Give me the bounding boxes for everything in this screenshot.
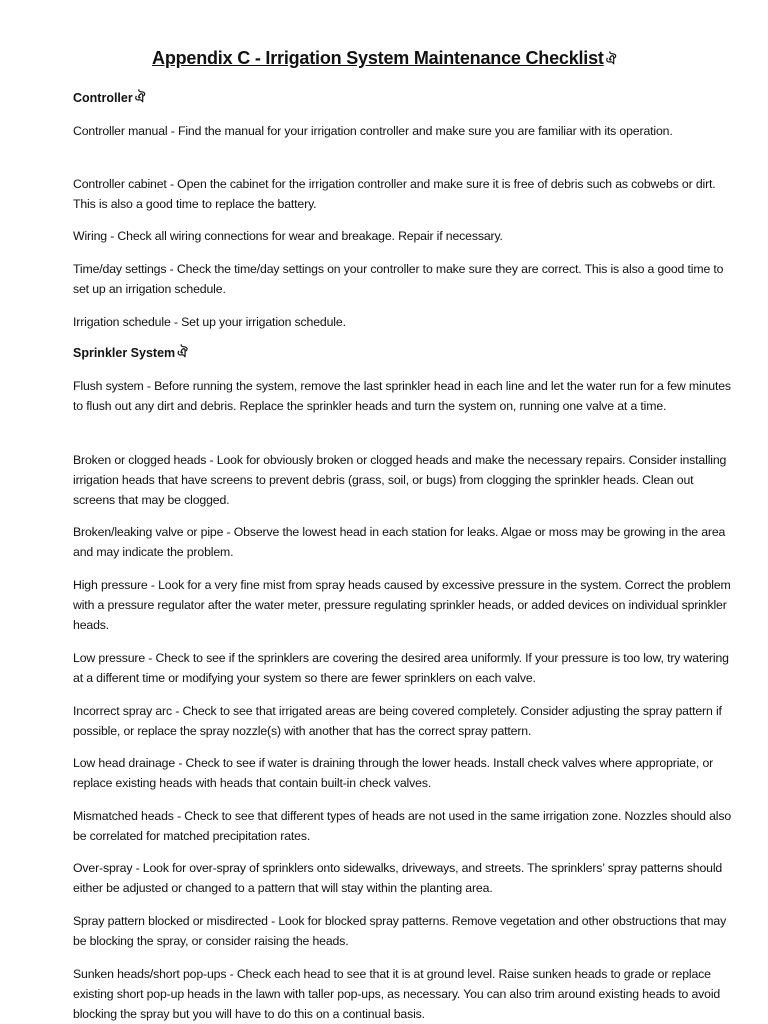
checklist-item-flush-system: Flush system - Before running the system, remove the last sprinkler head in each line and let the water run for a few minutes to flush out any dirt and debris. Replace the sprinkler heads and turn the system on, running one valve at a time.	[73, 379, 731, 413]
checklist-item-low-pressure: Low pressure - Check to see if the sprinklers are covering the desired area uniformly. If your pressure is too low, try watering at a different time or modifying your system so there are fewer sprinklers on each valve.	[73, 651, 729, 685]
section-heading-sprinkler-system	[73, 344, 188, 362]
section-heading-text: Sprinkler System	[73, 346, 176, 360]
section-heading-text: Controller	[73, 91, 133, 105]
section-heading-controller	[73, 89, 145, 107]
checklist-item-time-day-settings: Time/day settings - Check the time/day settings on your controller to make sure they are correct. This is also a good time to set up an irrigation schedule.	[73, 262, 724, 296]
section-mark-icon: ঐ	[177, 345, 188, 360]
checklist-item-wiring: Wiring - Check all wiring connections for wear and breakage. Repair if necessary.	[73, 229, 503, 243]
checklist-item-low-head-drainage: Low head drainage - Check to see if water is draining through the lower heads. Install check valves where appropriate, or replace existing heads with heads that contain built-in check valves.	[73, 756, 714, 790]
title-text: Appendix C - Irrigation System Maintenance Checklist	[152, 48, 604, 68]
checklist-item-incorrect-spray-arc: Incorrect spray arc - Check to see that irrigated areas are being covered completely. Consider adjusting the spray pattern if possible, or replace the spray nozzle(s) with another that has the correct spray pattern.	[73, 704, 722, 738]
checklist-item-mismatched-heads: Mismatched heads - Check to see that different types of heads are not used in the same irrigation zone. Nozzles should also be correlated for matched precipitation rates.	[73, 809, 732, 843]
checklist-item-broken-clogged-heads: Broken or clogged heads - Look for obviously broken or clogged heads and make the necessary repairs. Consider installing irrigation heads that have screens to prevent debris (grass, soil, or bugs) from clogging the sprinkler heads. Clean out screens that may be clogged.	[73, 453, 727, 507]
checklist-item-over-spray: Over-spray - Look for over-spray of sprinklers onto sidewalks, driveways, and streets. The sprinklers’ spray patterns should either be adjusted or changed to a pattern that will stay within the planting area.	[73, 861, 723, 895]
checklist-item-leaking-valve-pipe: Broken/leaking valve or pipe - Observe the lowest head in each station for leaks. Algae or moss may be growing in the area and may indicate the problem.	[73, 525, 726, 559]
title-mark-icon: ঐ	[605, 52, 616, 67]
checklist-item-controller-cabinet: Controller cabinet - Open the cabinet for the irrigation controller and make sure it is free of debris such as cobwebs or dirt. This is also a good time to replace the battery.	[73, 177, 716, 211]
section-mark-icon: ঐ	[134, 90, 146, 105]
page-title	[0, 46, 768, 72]
checklist-item-spray-pattern-blocked: Spray pattern blocked or misdirected - Look for blocked spray patterns. Remove vegetation and other obstructions that may be blocking the spray, or consider raising the heads.	[73, 914, 727, 948]
checklist-item-controller-manual: Controller manual - Find the manual for your irrigation controller and make sure you are familiar with its operation.	[73, 124, 673, 138]
checklist-item-high-pressure: High pressure - Look for a very fine mist from spray heads caused by excessive pressure in the system. Correct the problem with a pressure regulator after the water meter, pressure regulating sprinkler heads, or added devices on individual sprinkler heads.	[73, 578, 731, 632]
checklist-item-sunken-heads: Sunken heads/short pop-ups - Check each head to see that it is at ground level. Raise sunken heads to grade or replace existing short pop-up heads in the lawn with taller pop-ups, as necessary. You can also trim around existing heads to avoid blocking the spray but you will have to do this on a continual basis.	[73, 967, 721, 1021]
checklist-item-irrigation-schedule: Irrigation schedule - Set up your irrigation schedule.	[73, 315, 346, 329]
